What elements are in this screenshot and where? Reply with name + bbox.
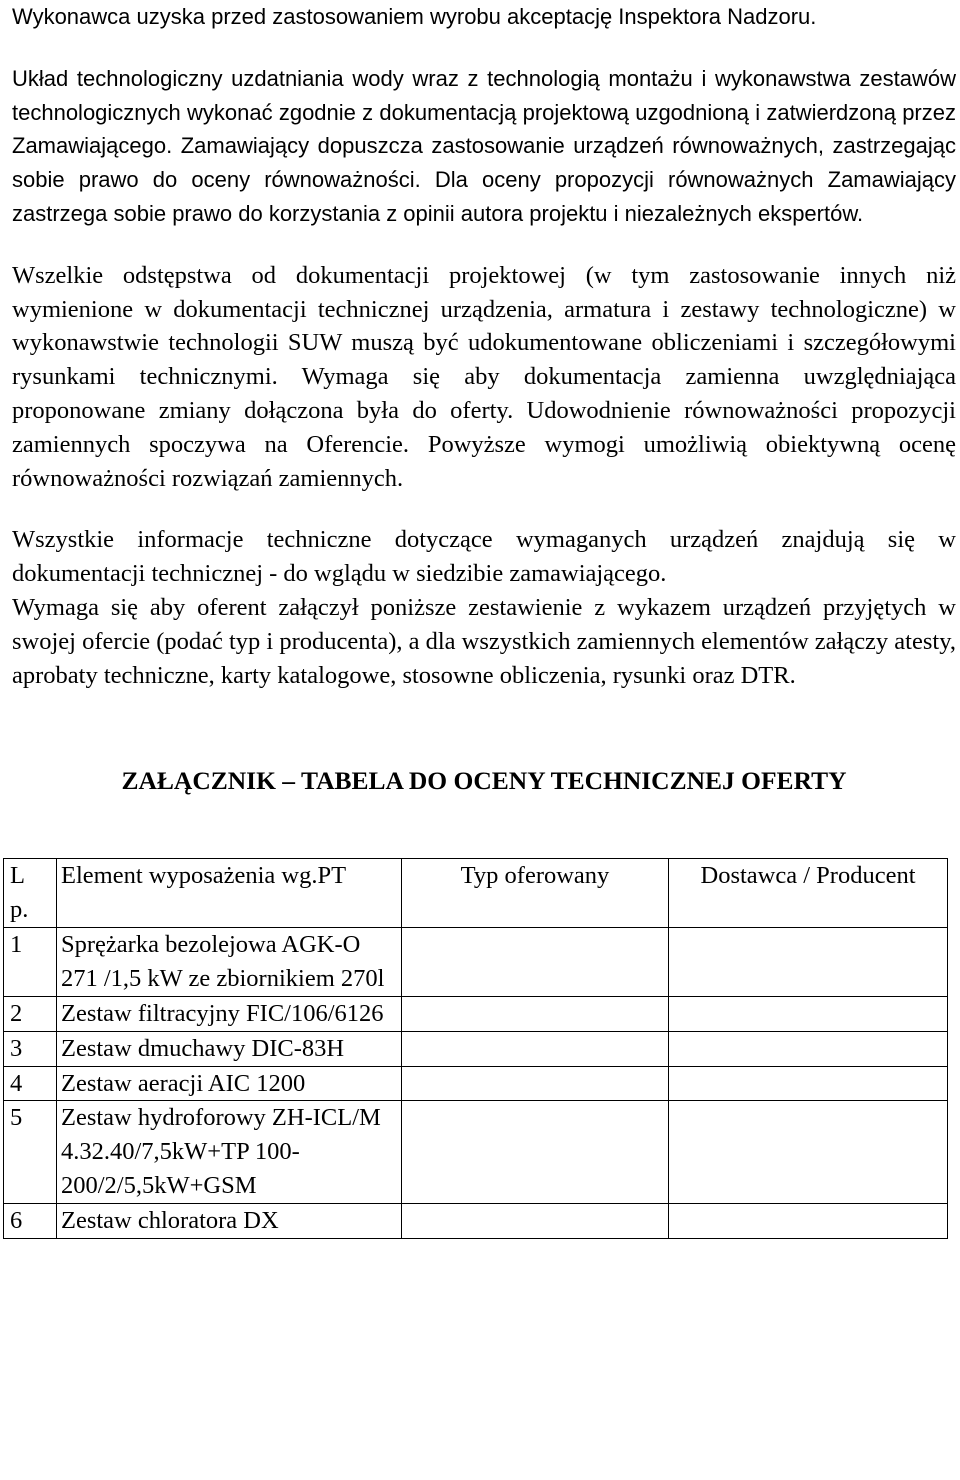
row-lp: 6 bbox=[4, 1203, 57, 1238]
attachment-heading: ZAŁĄCZNIK – TABELA DO OCENY TECHNICZNEJ OFERTY bbox=[121, 766, 847, 796]
paragraph-offer-requirements: Wymaga się aby oferent załączył poniższe zestawienie z wykazem urządzeń przyjętych w swojej ofercie (podać typ i producenta), a dla wszystkich zamiennych elementów załączy atesty, aprobaty techniczne, karty katalogowe, stosowne obliczenia, rysunki oraz DTR. bbox=[12, 593, 956, 689]
table-row bbox=[4, 1101, 948, 1203]
header-typ: Typ oferowany bbox=[402, 859, 669, 928]
paragraph-technology: Układ technologiczny uzdatniania wody wraz z technologią montażu i wykonawstwa zestawów technologicznych wykonać zgodnie z dokumentacją projektową uzgodnioną i zatwierdzoną przez Zamawiającego. Zamawiający dopuszcza zastosowanie urządzeń równoważnych, zastrzegając sobie prawo do oceny równoważności. Dla oceny propozycji równoważnych Zamawiający zastrzega sobie prawo do korzystania z opinii autora projektu i niezależnych ekspertów. bbox=[12, 65, 956, 226]
row-dostawca bbox=[669, 1066, 948, 1101]
row-typ bbox=[402, 928, 669, 997]
row-typ bbox=[402, 1066, 669, 1101]
row-dostawca bbox=[669, 1101, 948, 1203]
header-element: Element wyposażenia wg.PT bbox=[57, 859, 402, 928]
row-lp: 4 bbox=[4, 1066, 57, 1101]
row-typ bbox=[402, 996, 669, 1031]
row-element: Zestaw chloratora DX bbox=[57, 1203, 402, 1238]
paragraph-deviations: Wszelkie odstępstwa od dokumentacji projektowej (w tym zastosowanie innych niż wymienione w dokumentacji technicznej urządzenia, armatura i zestawy technologiczne) w wykonawstwie technologii SUW muszą być udokumentowane obliczeniami i szczegółowymi rysunkami technicznymi. Wymaga się aby dokumentacja zamienna uwzględniająca proponowane zmiany dołączona była do oferty. Udowodnienie równoważności propozycji zamiennych spoczywa na Oferencie. Powyższe wymogi umożliwią obiektywną ocenę równoważności rozwiązań zamiennych. bbox=[12, 261, 956, 492]
row-typ bbox=[402, 1031, 669, 1066]
table-row bbox=[4, 928, 948, 997]
paragraph-acceptance: Wykonawca uzyska przed zastosowaniem wyrobu akceptację Inspektora Nadzoru. bbox=[12, 4, 817, 29]
table-row bbox=[4, 1031, 948, 1066]
header-dostawca: Dostawca / Producent bbox=[669, 859, 948, 928]
row-typ bbox=[402, 1203, 669, 1238]
table-row bbox=[4, 996, 948, 1031]
table-header-row bbox=[4, 859, 948, 928]
row-dostawca bbox=[669, 1203, 948, 1238]
table-row bbox=[4, 1066, 948, 1101]
row-element: Sprężarka bezolejowa AGK-O 271 /1,5 kW ze zbiornikiem 270l bbox=[57, 928, 402, 997]
row-dostawca bbox=[669, 928, 948, 997]
row-dostawca bbox=[669, 1031, 948, 1066]
row-lp: 2 bbox=[4, 996, 57, 1031]
header-lp: Lp. bbox=[4, 859, 57, 928]
paragraph-technical-info: Wszystkie informacje techniczne dotyczące wymaganych urządzeń znajdują się w dokumentacji technicznej - do wglądu w siedzibie zamawiającego. bbox=[12, 526, 956, 588]
row-element: Zestaw hydroforowy ZH-ICL/M 4.32.40/7,5kW+TP 100-200/2/5,5kW+GSM bbox=[57, 1101, 402, 1203]
row-lp: 3 bbox=[4, 1031, 57, 1066]
table-row bbox=[4, 1203, 948, 1238]
row-element: Zestaw dmuchawy DIC-83H bbox=[57, 1031, 402, 1066]
row-typ bbox=[402, 1101, 669, 1203]
row-lp: 5 bbox=[4, 1101, 57, 1203]
row-element: Zestaw filtracyjny FIC/106/6126 bbox=[57, 996, 402, 1031]
row-element: Zestaw aeracji AIC 1200 bbox=[57, 1066, 402, 1101]
document-page bbox=[12, 0, 956, 1239]
row-dostawca bbox=[669, 996, 948, 1031]
technical-evaluation-table bbox=[3, 858, 948, 1238]
row-lp: 1 bbox=[4, 928, 57, 997]
